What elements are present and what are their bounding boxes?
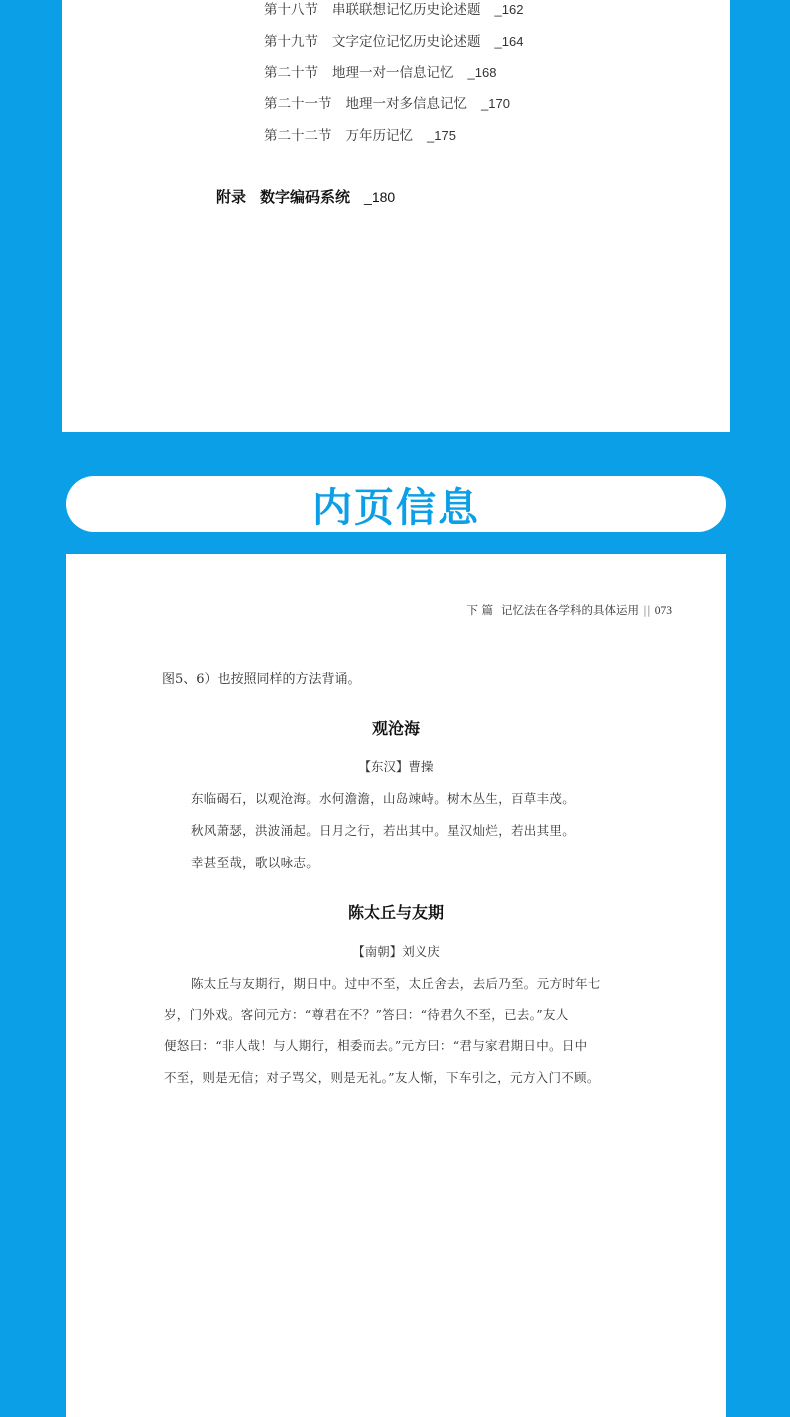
toc-entry — [264, 0, 523, 18]
appendix-page-number: _180 — [364, 189, 396, 205]
poem-line: 东临碣石，以观沧海。水何澹澹，山岛竦峙。树木丛生，百草丰茂。 — [191, 791, 576, 806]
banner-title: 内页信息 — [312, 484, 480, 531]
prose-line: 陈太丘与友期行，期日中。过中不至，太丘舍去，去后乃至。元方时年七 — [191, 976, 601, 991]
poem-line: 幸甚至哉，歌以咏志。 — [191, 855, 320, 870]
toc-page-number: _162 — [494, 2, 524, 17]
prose-line: 便怒曰：“非人哉！与人期行，相委而去。”元方曰：“君与家君期日中。日中 — [164, 1038, 588, 1053]
prose-line: 岁，门外戏。客问元方：“尊君在不？”答曰：“待君久不至，已去。”友人 — [164, 1007, 569, 1022]
poem-author: 【东汉】曹操 — [358, 759, 434, 774]
poem-title: 观沧海 — [371, 719, 420, 738]
toc-section-label: 第二十一节 — [264, 96, 332, 112]
toc-title: 地理一对多信息记忆 — [345, 96, 467, 112]
appendix-label: 附录 — [216, 188, 247, 206]
toc-section-label: 第二十节 — [264, 65, 318, 81]
toc-page-number: _164 — [494, 34, 524, 49]
appendix-title: 数字编码系统 — [260, 188, 351, 206]
running-head-separator: || — [643, 603, 651, 617]
toc-page-number: _168 — [467, 65, 497, 80]
toc-title: 文字定位记忆历史论述题 — [332, 34, 481, 50]
toc-entry — [264, 124, 456, 144]
toc-page-number: _170 — [481, 96, 510, 111]
poem-title: 陈太丘与友期 — [347, 903, 444, 922]
prose-line: 不至，则是无信；对子骂父，则是无礼。”友人惭，下车引之，元方入门不顾。 — [164, 1070, 600, 1085]
toc-section-label: 第十八节 — [264, 2, 318, 18]
toc-title: 万年历记忆 — [345, 128, 413, 144]
toc-title: 串联联想记忆历史论述题 — [332, 2, 481, 18]
running-head-page-number: 073 — [654, 605, 672, 617]
poem-line: 秋风萧瑟，洪波涌起。日月之行，若出其中。星汉灿烂，若出其里。 — [191, 823, 576, 838]
toc-section-label: 第十九节 — [264, 34, 318, 50]
toc-entry — [264, 61, 496, 81]
poem-author: 【南朝】刘义庆 — [352, 944, 440, 959]
toc-page — [62, 0, 730, 432]
running-head-part: 下 篇 — [466, 603, 493, 617]
toc-entry — [264, 92, 510, 112]
inner-page — [66, 554, 726, 1417]
running-head-chapter: 记忆法在各学科的具体运用 — [501, 603, 639, 617]
toc-appendix — [216, 186, 395, 207]
toc-title: 地理一对一信息记忆 — [332, 65, 454, 81]
section-banner — [66, 476, 726, 532]
intro-paragraph: 图5、6）也按照同样的方法背诵。 — [162, 672, 361, 687]
toc-entry — [264, 30, 523, 50]
running-head — [466, 602, 672, 618]
toc-section-label: 第二十二节 — [264, 128, 332, 144]
toc-page-number: _175 — [427, 128, 456, 143]
